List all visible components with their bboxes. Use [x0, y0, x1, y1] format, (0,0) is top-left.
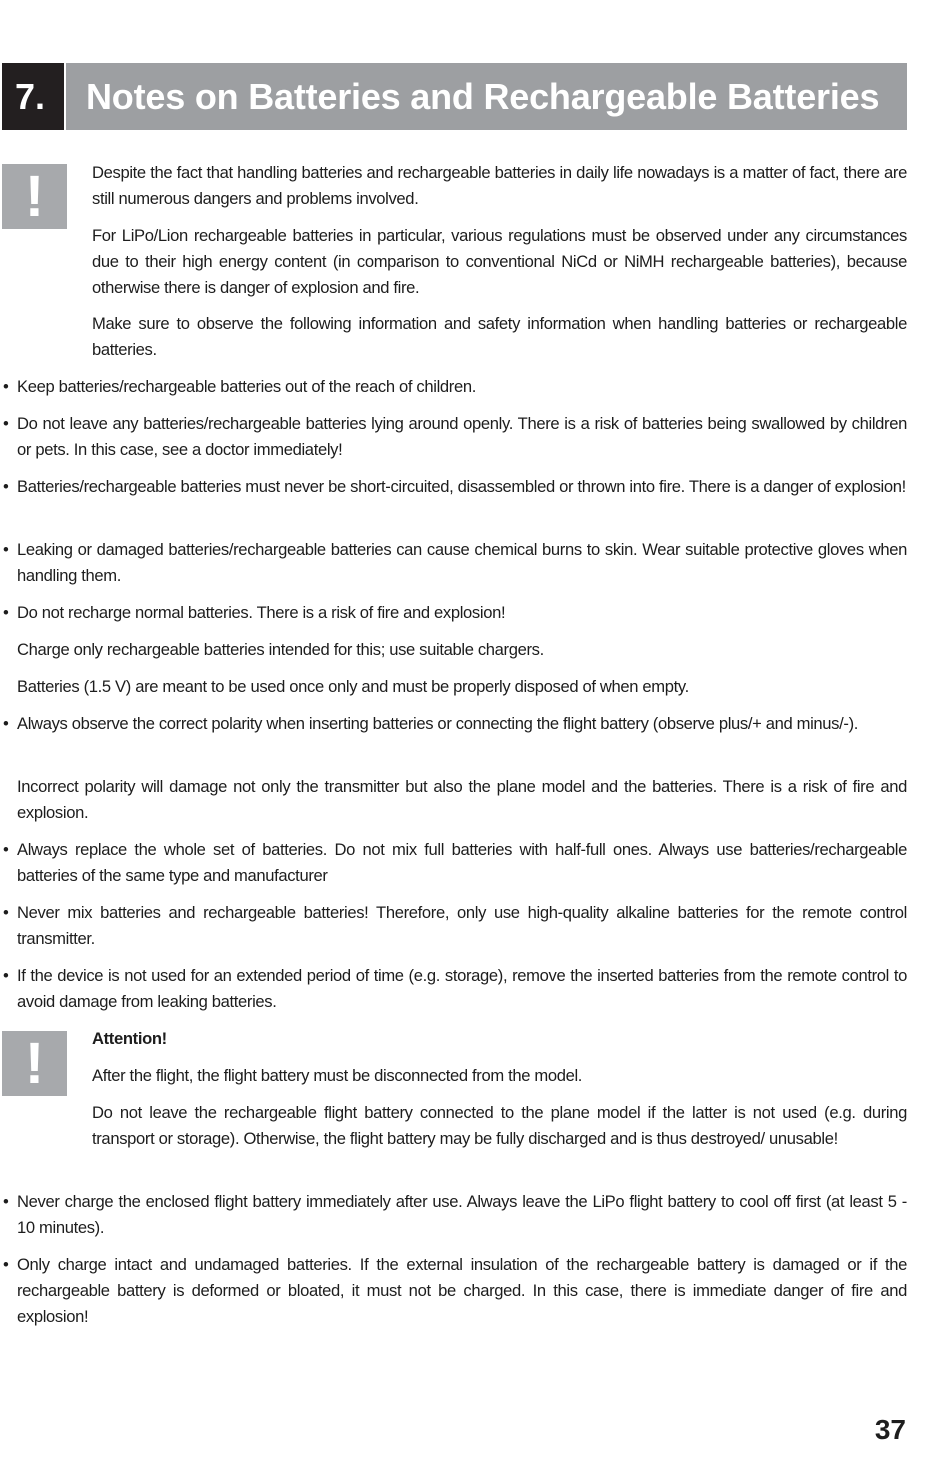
section-title: Notes on Batteries and Rechargeable Batteries — [66, 63, 907, 130]
attention-heading: Attention! — [92, 1029, 167, 1048]
exclamation-icon: ! — [2, 164, 67, 229]
intro-paragraph-2: For LiPo/Lion rechargeable batteries in particular, various regulations must be observed under any circumstances due to their high energy content (in comparison to conventional NiCd or NiMH rechargeable batteries), because otherwise there is danger of explosion and fire. — [92, 226, 907, 297]
bullet-keep-away-children: • Keep batteries/rechargeable batteries out of the reach of children. — [17, 374, 907, 400]
page-number: 37 — [874, 1414, 906, 1445]
bullet-no-mix: • Never mix batteries and rechargeable batteries! Therefore, only use high-quality alkaline batteries for the remote control transmitter. — [17, 900, 907, 952]
bullet-polarity: • Always observe the correct polarity when inserting batteries or connecting the flight battery (observe plus/+ and minus/-). — [17, 711, 907, 737]
bullet-short-circuit: • Batteries/rechargeable batteries must never be short-circuited, disassembled or thrown into fire. There is a danger of explosion! — [17, 474, 907, 500]
attention-paragraph-1: After the flight, the flight battery must be disconnected from the model. — [92, 1066, 583, 1085]
bullet-no-recharge: • Do not recharge normal batteries. There is a risk of fire and explosion! — [17, 600, 907, 626]
intro-paragraph-1: Despite the fact that handling batteries and rechargeable batteries in daily life nowadays is a matter of fact, there are still numerous dangers and problems involved. — [92, 163, 907, 208]
bullet-replace-set: • Always replace the whole set of batteries. Do not mix full batteries with half-full ones. Always use batteries/rechargeable batteries of the same type and manufacturer — [17, 837, 907, 889]
charge-only-paragraph: Charge only rechargeable batteries intended for this; use suitable chargers. — [17, 640, 544, 659]
section-header — [2, 63, 907, 130]
intro-paragraph-3: Make sure to observe the following information and safety information when handling batteries or rechargeable batteries. — [92, 314, 907, 359]
bullet-lying-around: • Do not leave any batteries/rechargeable batteries lying around openly. There is a risk of batteries being swallowed by children or pets. In this case, see a doctor immediately! — [17, 411, 907, 463]
section-number: 7. — [2, 63, 64, 130]
attention-paragraph-2: Do not leave the rechargeable flight battery connected to the plane model if the latter is not used (e.g. during transport or storage). Otherwise, the flight battery may be fully discharged and is thus destroyed/ unusable! — [92, 1103, 907, 1148]
bullet-intact-only: • Only charge intact and undamaged batteries. If the external insulation of the rechargeable battery is damaged or if the rechargeable battery is deformed or bloated, it must not be charged. In this case, there is immediate danger of fire and explosion! — [17, 1252, 907, 1330]
bullet-leaking: • Leaking or damaged batteries/rechargeable batteries can cause chemical burns to skin. Wear suitable protective gloves when handling them. — [17, 537, 907, 589]
bullet-extended-storage: • If the device is not used for an extended period of time (e.g. storage), remove the inserted batteries from the remote control to avoid damage from leaking batteries. — [17, 963, 907, 1015]
single-use-paragraph: Batteries (1.5 V) are meant to be used once only and must be properly disposed of when empty. — [17, 677, 689, 696]
polarity-damage-paragraph: Incorrect polarity will damage not only the transmitter but also the plane model and the batteries. There is a risk of fire and explosion. — [17, 777, 907, 822]
exclamation-icon: ! — [2, 1031, 67, 1096]
bullet-cool-off: • Never charge the enclosed flight battery immediately after use. Always leave the LiPo flight battery to cool off first (at least 5 - 10 minutes). — [17, 1189, 907, 1241]
